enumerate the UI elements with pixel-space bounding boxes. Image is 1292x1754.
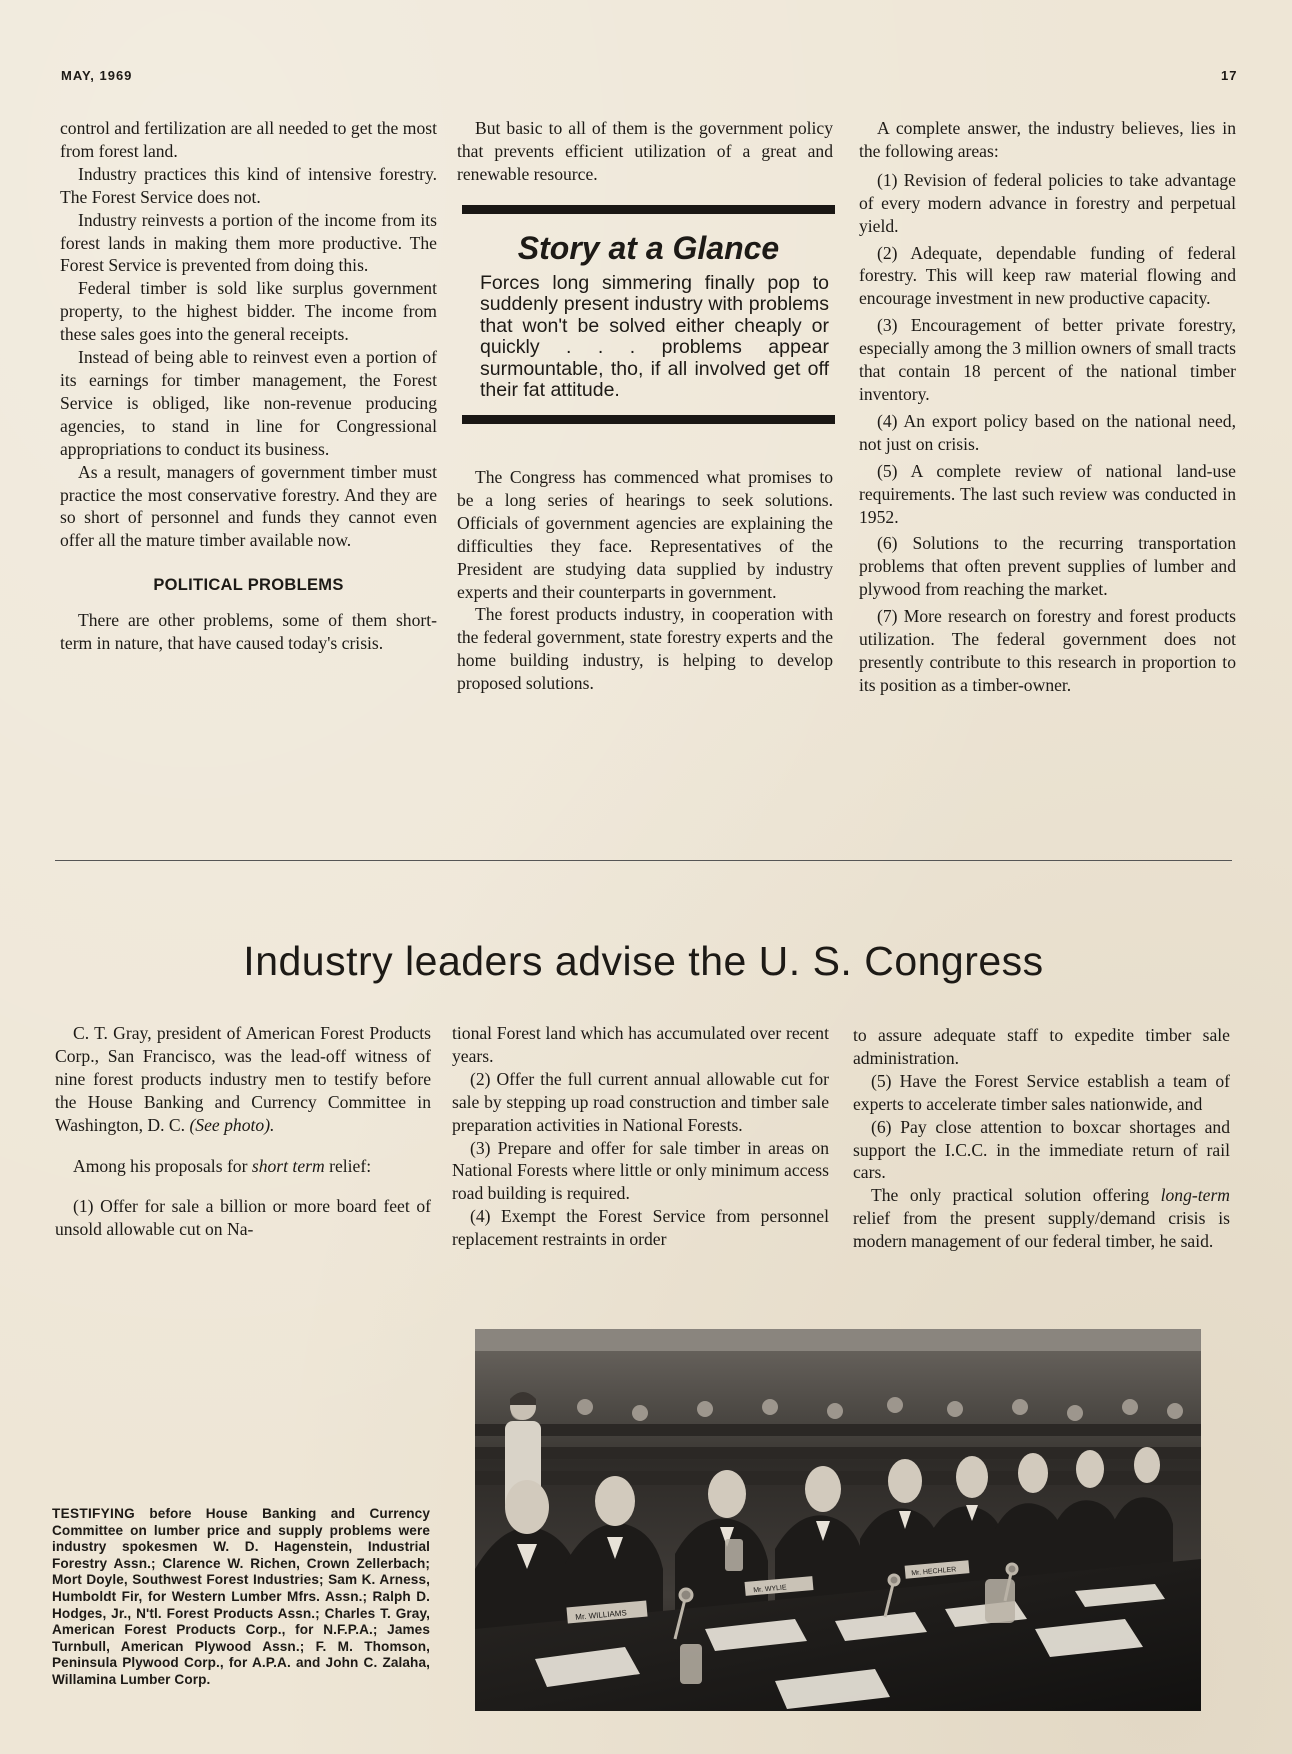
paragraph — [853, 1184, 1230, 1253]
paragraph: (5) A complete review of national land-use requirements. The last such review was conducted in 1952. — [859, 460, 1236, 527]
nameplate-label: Mr. WILLIAMS — [574, 1608, 628, 1622]
article-headline: Industry leaders advise the U. S. Congress — [243, 938, 1044, 984]
paragraph — [55, 1155, 431, 1178]
paragraph: The forest products industry, in cooperation with the federal government, state forestry experts and the home building industry, is helping to develop proposed solutions. — [457, 604, 833, 694]
article2-column-2 — [452, 1022, 829, 1251]
column-middle-top — [457, 117, 833, 186]
heavy-rule-top — [462, 205, 835, 214]
paragraph: (5) Have the Forest Service establish a team of experts to accelerate timber sales nationwide, and — [853, 1070, 1230, 1114]
paragraph-text: relief: — [324, 1155, 372, 1176]
paragraph: Instead of being able to reinvest even a portion of its earnings for timber management, the Forest Service is obliged, like non-revenue producing agencies, to stand in line for Congressional appropriations to conduct its business. — [60, 347, 437, 459]
paragraph — [55, 1022, 431, 1137]
paragraph-text: C. T. Gray, president of American Forest Products Corp., San Francisco, was the lead-off witness of nine forest products industry men to testify before the House Banking and Currency Committee in Washington, D. C. — [55, 1023, 431, 1135]
paragraph: Federal timber is sold like surplus government property, to the highest bidder. The income from these sales goes into the general receipts. — [60, 278, 437, 345]
issue-date: MAY, 1969 — [61, 68, 133, 83]
paragraph: (2) Offer the full current annual allowable cut for sale by stepping up road construction and timber sale preparation activities in National Forests. — [452, 1068, 829, 1135]
nameplate-label: Mr. WYLIE — [753, 1584, 787, 1595]
emphasis: short term — [251, 1155, 325, 1176]
section-divider — [55, 860, 1232, 861]
column-left — [60, 117, 437, 655]
page-number: 17 — [1221, 68, 1238, 83]
section-subhead: POLITICAL PROBLEMS — [153, 576, 344, 595]
paragraph: (1) Offer for sale a billion or more board feet of unsold allowable cut on Na- — [55, 1196, 431, 1240]
photo-caption — [52, 1506, 430, 1689]
glance-body: Forces long simmering finally pop to suddenly present industry with problems that won't be solved either cheaply or quickly . . . problems appear surmountable, tho, if all involved get off their fat attitude. — [480, 272, 829, 402]
paragraph: As a result, managers of government timber must practice the most conservative forestry. And they are so short of personnel and funds they cannot even offer all the mature timber available now. — [60, 461, 437, 551]
paragraph: (1) Revision of federal policies to take advantage of every modern advance in forestry and perpetual yield. — [859, 169, 1236, 236]
nameplate-label: Mr. HECHLER — [911, 1566, 957, 1578]
hearing-photo-illustration — [475, 1329, 1201, 1711]
paragraph: The Congress has commenced what promises to be a long series of hearings to seek solutions. Officials of government agencies are explaining the difficulties they face. Representatives of the President are studying data supplied by industry experts and their counterparts in government. — [457, 467, 833, 602]
paragraph-text: relief from the present supply/demand crisis is modern management of our federal timber, he said. — [853, 1208, 1230, 1252]
photo-reference: (See photo). — [189, 1114, 275, 1135]
paragraph: control and fertilization are all needed to get the most from forest land. — [60, 118, 437, 161]
article2-column-1 — [55, 1022, 431, 1241]
paragraph: (4) Exempt the Forest Service from personnel replacement restraints in order — [452, 1206, 829, 1250]
spacer — [55, 1177, 431, 1195]
paragraph: (3) Prepare and offer for sale timber in areas on National Forests where little or only minimum access road building is required. — [452, 1137, 829, 1204]
hearing-photo — [475, 1329, 1201, 1711]
column-middle-bottom — [457, 466, 833, 695]
glance-title: Story at a Glance — [517, 230, 780, 266]
paragraph: (4) An export policy based on the national need, not just on crisis. — [859, 410, 1236, 454]
story-at-a-glance-box — [462, 205, 835, 424]
caption-lead: TESTIFYING — [52, 1506, 136, 1521]
heavy-rule-bottom — [462, 415, 835, 424]
paragraph: (6) Solutions to the recurring transportation problems that often prevent supplies of lumber and plywood from reaching the market. — [859, 533, 1236, 600]
paragraph: (2) Adequate, dependable funding of federal forestry. This will keep raw material flowing and encourage investment in new productive capacity. — [859, 242, 1236, 309]
paragraph: But basic to all of them is the government policy that prevents efficient utilization of a great and renewable resource. — [457, 118, 833, 184]
spacer — [55, 1137, 431, 1155]
paragraph-text: The only practical solution offering — [871, 1185, 1161, 1206]
paragraph: A complete answer, the industry believes, lies in the following areas: — [859, 118, 1236, 161]
paragraph: There are other problems, some of them short-term in nature, that have caused today's crisis. — [60, 610, 437, 654]
paragraph: to assure adequate staff to expedite timber sale administration. — [853, 1025, 1230, 1068]
emphasis: long-term — [1160, 1185, 1230, 1206]
paragraph: Industry reinvests a portion of the income from its forest lands in making them more productive. The Forest Service is prevented from doing this. — [60, 209, 437, 276]
caption-text: before House Banking and Currency Committee on lumber price and supply problems were industry spokesmen W. D. Hagenstein, Industrial Forestry Assn.; Clarence W. Richen, Crown Zellerbach; Mort Doyle, Southwest Forest Industries; Sam K. Arness, Humboldt Fir, for Western Lumber Mfrs. Assn.; Ralph D. Hodges, Jr., N'tl. Forest Products Assn.; Charles T. Gray, American Forest Products Corp., for N.F.P.A.; James Turnbull, American Plywood Assn.; F. M. Thomson, Peninsula Plywood Corp., for A.P.A. and John C. Zalaha, Willamina Lumber Corp. — [52, 1506, 430, 1687]
paragraph-text: Among his proposals for — [73, 1155, 252, 1176]
paragraph: tional Forest land which has accumulated over recent years. — [452, 1023, 829, 1066]
ceiling-band — [475, 1329, 1201, 1351]
column-right — [859, 117, 1236, 697]
paragraph: (6) Pay close attention to boxcar shortages and support the I.C.C. in the immediate return of rail cars. — [853, 1116, 1230, 1183]
paragraph: Industry practices this kind of intensive forestry. The Forest Service does not. — [60, 163, 437, 207]
paragraph: (3) Encouragement of better private forestry, especially among the 3 million owners of small tracts that contain 18 percent of the national timber inventory. — [859, 315, 1236, 404]
paragraph: (7) More research on forestry and forest products utilization. The federal government does not presently contribute to this research in proportion to its position as a timber-owner. — [859, 606, 1236, 695]
article2-column-3 — [853, 1024, 1230, 1253]
